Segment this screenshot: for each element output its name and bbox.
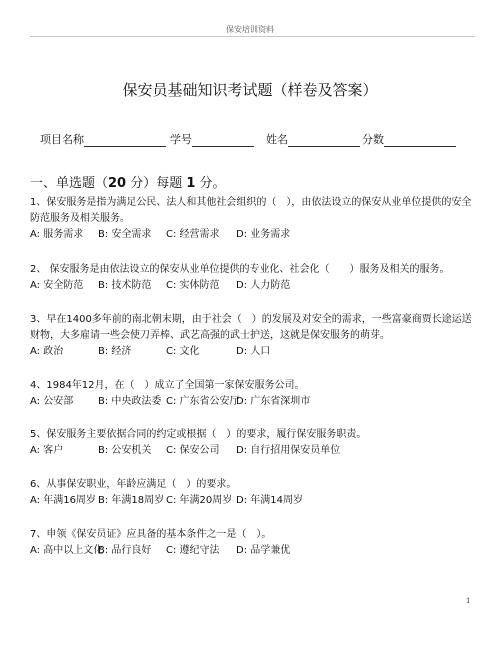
question-item <box>30 195 475 243</box>
question-item <box>30 378 475 410</box>
info-label: 姓名 <box>266 133 288 146</box>
answer-option: B: 品行良好 <box>98 545 152 556</box>
question-item <box>30 262 475 294</box>
answer-options <box>30 344 475 360</box>
info-blank-line <box>84 134 166 147</box>
answer-option: B: 经济 <box>98 346 132 357</box>
answer-option: D: 业务需求 <box>236 229 291 240</box>
document-title: 保安员基础知识考试题（样卷及答案） <box>122 81 378 99</box>
answer-option: A: 服务需求 <box>30 229 84 240</box>
info-field-name <box>266 131 360 147</box>
section-heading: 一、单选题（20 分）每题 1 分。 <box>30 176 226 191</box>
info-field-id <box>170 131 254 147</box>
question-text: 7、申领《保安员证》应具备的基本条件之一是（ ）。 <box>30 529 272 540</box>
info-label: 项目名称 <box>40 133 84 146</box>
answer-option: A: 安全防范 <box>30 280 84 291</box>
answer-option: C: 年满20周岁 <box>166 495 233 506</box>
info-blank-line <box>288 134 360 147</box>
answer-option: C: 保安公司 <box>166 445 220 456</box>
answer-option: A: 高中以上文化 <box>30 545 104 556</box>
info-field-score <box>362 131 456 147</box>
answer-options <box>30 227 475 243</box>
question-text: 3、早在1400多年前的南北朝末期，由于社会（ ）的发展及对安全的需求，一些富豪商贾长途运送财物，大多雇请一些会使刀弄棒、武艺高强的武士护送，这就是保安服务的萌芽。 <box>30 314 472 341</box>
answer-option: B: 技术防范 <box>98 280 152 291</box>
header-divider <box>30 36 475 37</box>
info-label: 学号 <box>170 133 192 146</box>
answer-option: D: 人口 <box>236 346 271 357</box>
question-item <box>30 427 475 459</box>
answer-option: A: 政治 <box>30 346 64 357</box>
answer-options <box>30 493 475 509</box>
answer-option: B: 年满18周岁 <box>98 495 165 506</box>
question-text: 2、 保安服务是由依法设立的保安从业单位提供的专业化、社会化（ ）服务及相关的服务。 <box>30 264 450 275</box>
question-text: 1、保安服务是指为满足公民、法人和其他社会组织的（ ），由依法设立的保安从业单位提供的安全防范服务及相关服务。 <box>30 197 472 224</box>
answer-options <box>30 443 475 459</box>
answer-option: D: 年满14周岁 <box>236 495 303 506</box>
answer-option: B: 安全需求 <box>98 229 152 240</box>
answer-option: C: 文化 <box>166 346 200 357</box>
answer-option: D: 广东省深圳市 <box>236 396 311 407</box>
info-row <box>40 131 470 149</box>
answer-options <box>30 278 475 294</box>
answer-option: D: 品学兼优 <box>236 545 291 556</box>
answer-option: B: 中央政法委 <box>98 396 162 407</box>
answer-options <box>30 543 475 559</box>
info-label: 分数 <box>362 133 384 146</box>
question-text: 5、保安服务主要依据合同的约定或根据（ ）的要求，履行保安服务职责。 <box>30 429 367 440</box>
question-text: 4、1984年12月，在（ ）成立了全国第一家保安服务公司。 <box>30 380 305 391</box>
answer-option: D: 自行招用保安员单位 <box>236 445 341 456</box>
info-blank-line <box>384 134 456 147</box>
answer-option: B: 公安机关 <box>98 445 152 456</box>
answer-option: A: 客户 <box>30 445 64 456</box>
question-text: 6、从事保安职业，年龄应满足（ ）的要求。 <box>30 479 237 490</box>
answer-option: C: 广东省公安厅 <box>166 396 240 407</box>
page-number: 1 <box>466 597 471 605</box>
info-field-project <box>40 131 166 147</box>
question-item <box>30 527 475 559</box>
info-blank-line <box>192 134 254 147</box>
answer-option: C: 遵纪守法 <box>166 545 220 556</box>
answer-options <box>30 394 475 410</box>
question-item <box>30 312 475 360</box>
answer-option: A: 年满16周岁 <box>30 495 96 506</box>
answer-option: D: 人力防范 <box>236 280 291 291</box>
answer-option: A: 公安部 <box>30 396 74 407</box>
answer-option: C: 经营需求 <box>166 229 220 240</box>
page-header: 保安培训资料 <box>226 25 274 34</box>
answer-option: C: 实体防范 <box>166 280 220 291</box>
question-item <box>30 477 475 509</box>
